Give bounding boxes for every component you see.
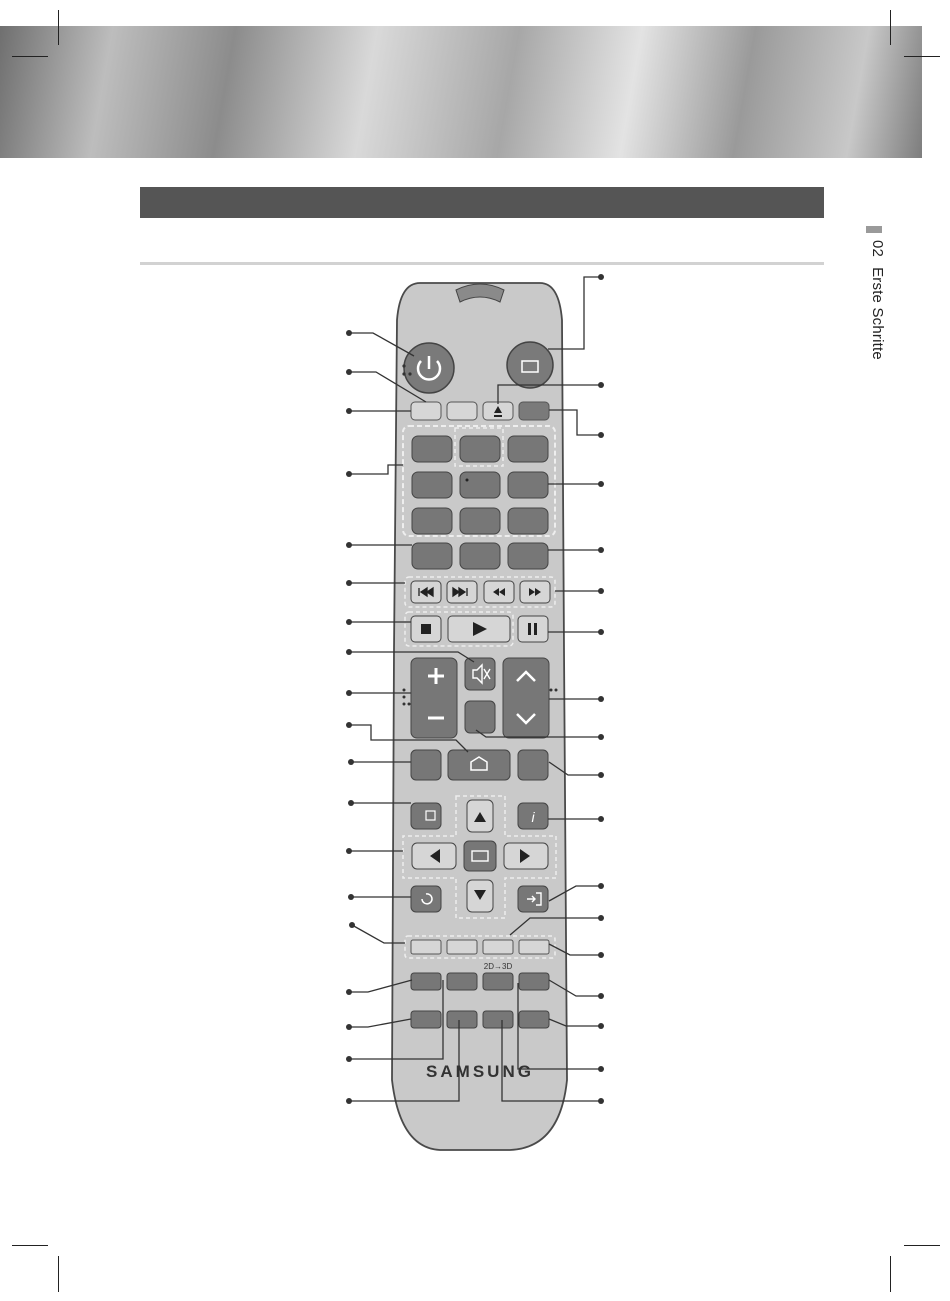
indicator-dot <box>402 364 405 367</box>
color-button-c[interactable] <box>483 940 513 954</box>
bottom-button[interactable] <box>447 1011 477 1028</box>
power-button[interactable] <box>404 343 454 393</box>
indicator-dot <box>408 703 411 706</box>
chapter-number: 02 <box>869 240 886 258</box>
function-button-1[interactable] <box>411 402 441 420</box>
color-button-d[interactable] <box>519 940 549 954</box>
channel-rocker[interactable] <box>503 658 549 738</box>
number-button[interactable] <box>508 543 548 569</box>
rewind-button[interactable] <box>484 581 514 603</box>
brand-logo: SAMSUNG <box>426 1062 534 1081</box>
number-button[interactable] <box>508 436 548 462</box>
stop-button[interactable] <box>411 616 441 642</box>
indicator-dot <box>466 479 469 482</box>
number-button[interactable] <box>460 508 500 534</box>
number-button[interactable] <box>460 436 500 462</box>
bottom-button[interactable] <box>411 1011 441 1028</box>
indicator-dot <box>550 689 553 692</box>
color-button-a[interactable] <box>411 940 441 954</box>
disc-menu-button[interactable] <box>411 750 441 780</box>
bottom-button[interactable] <box>519 973 549 990</box>
pause-button[interactable] <box>518 616 548 642</box>
stop-icon <box>421 624 431 634</box>
number-button[interactable] <box>412 436 452 462</box>
arrow-left-button[interactable] <box>412 843 456 869</box>
home-button[interactable] <box>448 750 510 780</box>
number-button[interactable] <box>508 508 548 534</box>
callout-dots-left <box>346 330 355 1104</box>
source-button[interactable] <box>507 342 553 388</box>
skip-forward-button[interactable] <box>447 581 477 603</box>
indicator-dot <box>408 372 411 375</box>
callout-dots-right <box>598 274 604 1104</box>
play-button[interactable] <box>448 616 510 642</box>
function-button-4[interactable] <box>519 402 549 420</box>
chapter-title: Erste Schritte <box>869 267 886 360</box>
mute-button[interactable] <box>465 658 495 690</box>
number-button[interactable] <box>412 508 452 534</box>
number-button[interactable] <box>460 472 500 498</box>
color-button-b[interactable] <box>447 940 477 954</box>
number-button[interactable] <box>412 543 452 569</box>
exit-button[interactable] <box>518 886 548 912</box>
info-icon: i <box>531 809 535 825</box>
skip-back-button[interactable] <box>411 581 441 603</box>
fast-forward-button[interactable] <box>520 581 550 603</box>
bottom-button[interactable] <box>483 1011 513 1028</box>
indicator-dot <box>402 372 405 375</box>
indicator-dot <box>403 696 406 699</box>
volume-rocker[interactable] <box>411 658 457 738</box>
enter-button[interactable] <box>464 841 496 871</box>
function-button-2[interactable] <box>447 402 477 420</box>
arrow-down-button[interactable] <box>467 880 493 912</box>
title-menu-button[interactable] <box>518 750 548 780</box>
number-button[interactable] <box>412 472 452 498</box>
number-button[interactable] <box>460 543 500 569</box>
info-button[interactable] <box>518 803 548 829</box>
2d-3d-button[interactable] <box>483 973 513 990</box>
eject-button[interactable] <box>483 402 513 420</box>
return-button[interactable] <box>411 886 441 912</box>
arrow-right-button[interactable] <box>504 843 548 869</box>
label-2d-3d: 2D→3D <box>483 962 513 971</box>
indicator-dot <box>403 689 406 692</box>
bottom-button[interactable] <box>411 973 441 990</box>
indicator-dot <box>403 703 406 706</box>
tools-button[interactable] <box>465 701 495 733</box>
indicator-dot <box>555 689 558 692</box>
number-button[interactable] <box>508 472 548 498</box>
bottom-button[interactable] <box>519 1011 549 1028</box>
bottom-button[interactable] <box>447 973 477 990</box>
arrow-up-button[interactable] <box>467 800 493 832</box>
tools-button[interactable] <box>411 803 441 829</box>
